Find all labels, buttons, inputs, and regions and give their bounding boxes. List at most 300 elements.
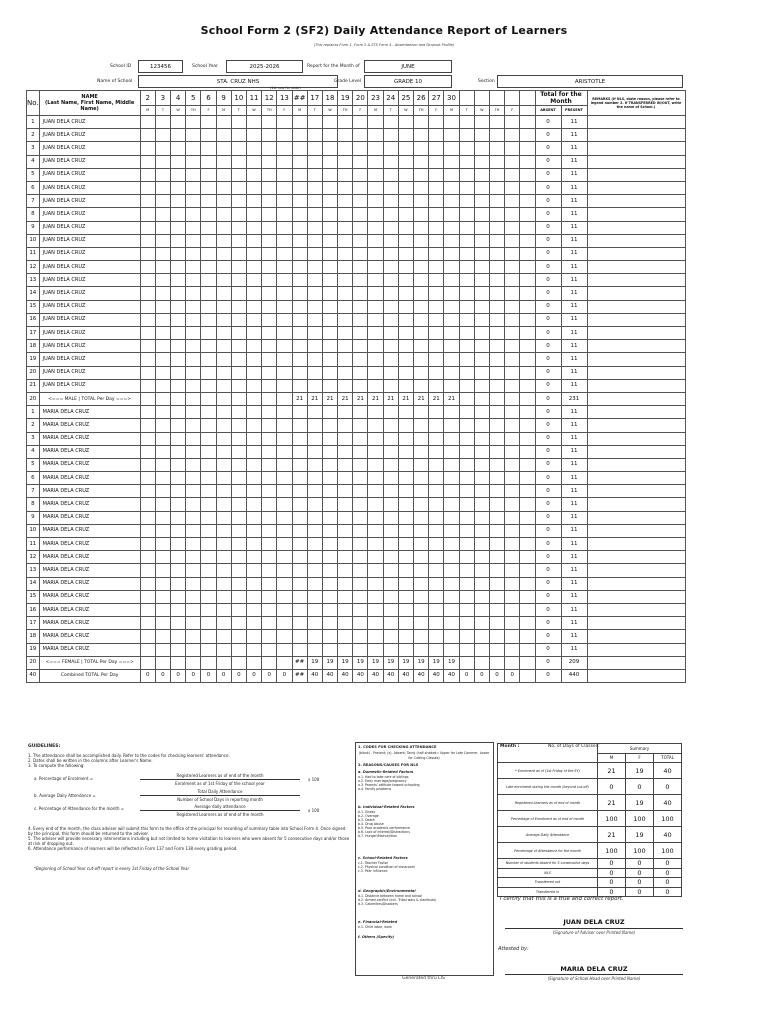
attendance-cell[interactable] [383, 432, 398, 445]
attendance-cell[interactable] [201, 458, 216, 471]
attendance-cell[interactable] [216, 524, 231, 537]
learner-name[interactable]: JUAN DELA CRUZ [39, 366, 140, 379]
attendance-cell[interactable] [414, 353, 429, 366]
attendance-cell[interactable] [140, 300, 155, 313]
remarks-cell[interactable] [587, 313, 685, 326]
remarks-cell[interactable] [587, 577, 685, 590]
attendance-cell[interactable] [277, 116, 292, 129]
attendance-cell[interactable] [201, 379, 216, 392]
attendance-cell[interactable] [307, 603, 322, 616]
attendance-cell[interactable] [338, 590, 353, 603]
attendance-cell[interactable] [246, 551, 261, 564]
attendance-cell[interactable] [520, 287, 535, 300]
attendance-cell[interactable] [246, 287, 261, 300]
attendance-cell[interactable] [277, 287, 292, 300]
attendance-cell[interactable] [398, 498, 413, 511]
attendance-cell[interactable] [216, 406, 231, 419]
attendance-cell[interactable] [155, 538, 170, 551]
attendance-cell[interactable] [277, 577, 292, 590]
attendance-cell[interactable] [459, 485, 474, 498]
learner-name[interactable]: JUAN DELA CRUZ [39, 208, 140, 221]
attendance-cell[interactable] [429, 564, 444, 577]
attendance-cell[interactable] [216, 129, 231, 142]
attendance-cell[interactable] [338, 472, 353, 485]
attendance-cell[interactable] [307, 340, 322, 353]
attendance-cell[interactable] [398, 221, 413, 234]
attendance-cell[interactable] [398, 379, 413, 392]
attendance-cell[interactable] [231, 551, 246, 564]
attendance-cell[interactable] [140, 524, 155, 537]
attendance-cell[interactable] [246, 590, 261, 603]
school-year-field[interactable]: 2025-2026 [226, 60, 303, 73]
attendance-cell[interactable] [474, 366, 489, 379]
attendance-cell[interactable] [444, 221, 459, 234]
attendance-cell[interactable] [398, 538, 413, 551]
attendance-cell[interactable] [429, 630, 444, 643]
attendance-cell[interactable] [429, 498, 444, 511]
learner-name[interactable]: MARIA DELA CRUZ [39, 617, 140, 630]
attendance-cell[interactable] [292, 419, 307, 432]
attendance-cell[interactable] [383, 406, 398, 419]
attendance-cell[interactable] [231, 406, 246, 419]
attendance-cell[interactable] [155, 498, 170, 511]
attendance-cell[interactable] [262, 630, 277, 643]
attendance-cell[interactable] [216, 617, 231, 630]
attendance-cell[interactable] [368, 432, 383, 445]
attendance-cell[interactable] [444, 116, 459, 129]
attendance-cell[interactable] [368, 366, 383, 379]
attendance-cell[interactable] [505, 432, 520, 445]
attendance-cell[interactable] [201, 524, 216, 537]
attendance-cell[interactable] [186, 366, 201, 379]
remarks-cell[interactable] [587, 300, 685, 313]
learner-name[interactable]: JUAN DELA CRUZ [39, 195, 140, 208]
attendance-cell[interactable] [322, 129, 337, 142]
attendance-cell[interactable] [520, 419, 535, 432]
attendance-cell[interactable] [489, 142, 504, 155]
attendance-cell[interactable] [292, 340, 307, 353]
attendance-cell[interactable] [383, 247, 398, 260]
attendance-cell[interactable] [201, 327, 216, 340]
attendance-cell[interactable] [140, 340, 155, 353]
attendance-cell[interactable] [201, 643, 216, 656]
attendance-cell[interactable] [262, 366, 277, 379]
attendance-cell[interactable] [338, 643, 353, 656]
attendance-cell[interactable] [231, 524, 246, 537]
attendance-cell[interactable] [353, 551, 368, 564]
attendance-cell[interactable] [201, 353, 216, 366]
attendance-cell[interactable] [231, 195, 246, 208]
attendance-cell[interactable] [474, 142, 489, 155]
attendance-cell[interactable] [307, 577, 322, 590]
attendance-cell[interactable] [292, 551, 307, 564]
learner-name[interactable]: JUAN DELA CRUZ [39, 129, 140, 142]
attendance-cell[interactable] [474, 195, 489, 208]
attendance-cell[interactable] [353, 379, 368, 392]
attendance-cell[interactable] [201, 511, 216, 524]
attendance-cell[interactable] [489, 379, 504, 392]
attendance-cell[interactable] [216, 419, 231, 432]
attendance-cell[interactable] [186, 419, 201, 432]
attendance-cell[interactable] [368, 524, 383, 537]
attendance-cell[interactable] [398, 511, 413, 524]
attendance-cell[interactable] [216, 353, 231, 366]
attendance-cell[interactable] [444, 498, 459, 511]
attendance-cell[interactable] [155, 353, 170, 366]
attendance-cell[interactable] [322, 419, 337, 432]
attendance-cell[interactable] [307, 168, 322, 181]
attendance-cell[interactable] [155, 564, 170, 577]
attendance-cell[interactable] [140, 221, 155, 234]
attendance-cell[interactable] [186, 538, 201, 551]
learner-name[interactable]: MARIA DELA CRUZ [39, 630, 140, 643]
attendance-cell[interactable] [171, 168, 186, 181]
remarks-cell[interactable] [587, 406, 685, 419]
attendance-cell[interactable] [292, 538, 307, 551]
attendance-cell[interactable] [429, 432, 444, 445]
attendance-cell[interactable] [383, 366, 398, 379]
attendance-cell[interactable] [262, 643, 277, 656]
attendance-cell[interactable] [171, 287, 186, 300]
attendance-cell[interactable] [231, 234, 246, 247]
attendance-cell[interactable] [398, 195, 413, 208]
attendance-cell[interactable] [398, 142, 413, 155]
attendance-cell[interactable] [338, 195, 353, 208]
attendance-cell[interactable] [140, 445, 155, 458]
attendance-cell[interactable] [383, 340, 398, 353]
attendance-cell[interactable] [216, 445, 231, 458]
attendance-cell[interactable] [246, 630, 261, 643]
attendance-cell[interactable] [444, 208, 459, 221]
attendance-cell[interactable] [353, 511, 368, 524]
attendance-cell[interactable] [201, 168, 216, 181]
attendance-cell[interactable] [307, 472, 322, 485]
attendance-cell[interactable] [338, 630, 353, 643]
learner-name[interactable]: JUAN DELA CRUZ [39, 247, 140, 260]
attendance-cell[interactable] [368, 577, 383, 590]
attendance-cell[interactable] [383, 300, 398, 313]
attendance-cell[interactable] [489, 287, 504, 300]
attendance-cell[interactable] [246, 234, 261, 247]
attendance-cell[interactable] [262, 129, 277, 142]
attendance-cell[interactable] [186, 445, 201, 458]
attendance-cell[interactable] [307, 432, 322, 445]
attendance-cell[interactable] [474, 590, 489, 603]
attendance-cell[interactable] [322, 617, 337, 630]
attendance-cell[interactable] [489, 538, 504, 551]
attendance-cell[interactable] [201, 617, 216, 630]
attendance-cell[interactable] [277, 603, 292, 616]
attendance-cell[interactable] [459, 538, 474, 551]
attendance-cell[interactable] [246, 419, 261, 432]
remarks-cell[interactable] [587, 590, 685, 603]
attendance-cell[interactable] [489, 630, 504, 643]
attendance-cell[interactable] [201, 577, 216, 590]
attendance-cell[interactable] [520, 498, 535, 511]
attendance-cell[interactable] [231, 630, 246, 643]
attendance-cell[interactable] [520, 116, 535, 129]
attendance-cell[interactable] [155, 366, 170, 379]
attendance-cell[interactable] [231, 472, 246, 485]
attendance-cell[interactable] [444, 195, 459, 208]
attendance-cell[interactable] [322, 247, 337, 260]
attendance-cell[interactable] [277, 327, 292, 340]
attendance-cell[interactable] [277, 551, 292, 564]
attendance-cell[interactable] [444, 432, 459, 445]
attendance-cell[interactable] [429, 538, 444, 551]
attendance-cell[interactable] [459, 300, 474, 313]
attendance-cell[interactable] [262, 195, 277, 208]
attendance-cell[interactable] [414, 129, 429, 142]
attendance-cell[interactable] [414, 617, 429, 630]
remarks-cell[interactable] [587, 485, 685, 498]
attendance-cell[interactable] [186, 168, 201, 181]
attendance-cell[interactable] [155, 551, 170, 564]
attendance-cell[interactable] [459, 445, 474, 458]
attendance-cell[interactable] [186, 590, 201, 603]
attendance-cell[interactable] [231, 617, 246, 630]
attendance-cell[interactable] [338, 129, 353, 142]
attendance-cell[interactable] [246, 603, 261, 616]
attendance-cell[interactable] [201, 445, 216, 458]
attendance-cell[interactable] [262, 155, 277, 168]
attendance-cell[interactable] [383, 524, 398, 537]
attendance-cell[interactable] [459, 564, 474, 577]
section-field[interactable]: ARISTOTLE [497, 75, 683, 88]
remarks-cell[interactable] [587, 432, 685, 445]
attendance-cell[interactable] [368, 379, 383, 392]
attendance-cell[interactable] [474, 168, 489, 181]
attendance-cell[interactable] [353, 142, 368, 155]
attendance-cell[interactable] [338, 432, 353, 445]
attendance-cell[interactable] [262, 577, 277, 590]
attendance-cell[interactable] [216, 485, 231, 498]
attendance-cell[interactable] [505, 261, 520, 274]
learner-name[interactable]: JUAN DELA CRUZ [39, 353, 140, 366]
attendance-cell[interactable] [489, 551, 504, 564]
attendance-cell[interactable] [246, 300, 261, 313]
month-field[interactable]: JUNE [364, 60, 452, 73]
attendance-cell[interactable] [444, 340, 459, 353]
attendance-cell[interactable] [292, 327, 307, 340]
attendance-cell[interactable] [520, 564, 535, 577]
attendance-cell[interactable] [474, 432, 489, 445]
attendance-cell[interactable] [155, 142, 170, 155]
attendance-cell[interactable] [186, 129, 201, 142]
attendance-cell[interactable] [231, 247, 246, 260]
attendance-cell[interactable] [292, 445, 307, 458]
attendance-cell[interactable] [505, 630, 520, 643]
remarks-cell[interactable] [587, 551, 685, 564]
attendance-cell[interactable] [292, 247, 307, 260]
attendance-cell[interactable] [277, 208, 292, 221]
attendance-cell[interactable] [383, 419, 398, 432]
attendance-cell[interactable] [505, 617, 520, 630]
attendance-cell[interactable] [246, 577, 261, 590]
attendance-cell[interactable] [201, 221, 216, 234]
attendance-cell[interactable] [444, 419, 459, 432]
attendance-cell[interactable] [459, 577, 474, 590]
attendance-cell[interactable] [216, 366, 231, 379]
attendance-cell[interactable] [474, 221, 489, 234]
attendance-cell[interactable] [353, 643, 368, 656]
attendance-cell[interactable] [353, 261, 368, 274]
attendance-cell[interactable] [186, 208, 201, 221]
remarks-cell[interactable] [587, 419, 685, 432]
attendance-cell[interactable] [429, 445, 444, 458]
attendance-cell[interactable] [368, 221, 383, 234]
attendance-cell[interactable] [398, 419, 413, 432]
attendance-cell[interactable] [368, 327, 383, 340]
learner-name[interactable]: MARIA DELA CRUZ [39, 419, 140, 432]
attendance-cell[interactable] [140, 261, 155, 274]
attendance-cell[interactable] [322, 353, 337, 366]
learner-name[interactable]: MARIA DELA CRUZ [39, 498, 140, 511]
learner-name[interactable]: JUAN DELA CRUZ [39, 379, 140, 392]
attendance-cell[interactable] [368, 617, 383, 630]
attendance-cell[interactable] [338, 551, 353, 564]
attendance-cell[interactable] [155, 116, 170, 129]
attendance-cell[interactable] [444, 406, 459, 419]
attendance-cell[interactable] [444, 366, 459, 379]
attendance-cell[interactable] [489, 181, 504, 194]
remarks-cell[interactable] [587, 287, 685, 300]
attendance-cell[interactable] [414, 340, 429, 353]
attendance-cell[interactable] [489, 327, 504, 340]
attendance-cell[interactable] [140, 327, 155, 340]
attendance-cell[interactable] [489, 643, 504, 656]
attendance-cell[interactable] [186, 353, 201, 366]
attendance-cell[interactable] [368, 538, 383, 551]
attendance-cell[interactable] [216, 327, 231, 340]
attendance-cell[interactable] [474, 630, 489, 643]
attendance-cell[interactable] [171, 327, 186, 340]
attendance-cell[interactable] [322, 538, 337, 551]
attendance-cell[interactable] [429, 472, 444, 485]
attendance-cell[interactable] [444, 247, 459, 260]
attendance-cell[interactable] [414, 419, 429, 432]
attendance-cell[interactable] [262, 142, 277, 155]
attendance-cell[interactable] [231, 327, 246, 340]
learner-name[interactable]: JUAN DELA CRUZ [39, 142, 140, 155]
attendance-cell[interactable] [353, 300, 368, 313]
attendance-cell[interactable] [307, 142, 322, 155]
remarks-cell[interactable] [587, 234, 685, 247]
attendance-cell[interactable] [186, 221, 201, 234]
attendance-cell[interactable] [155, 313, 170, 326]
attendance-cell[interactable] [398, 643, 413, 656]
attendance-cell[interactable] [307, 406, 322, 419]
attendance-cell[interactable] [231, 564, 246, 577]
attendance-cell[interactable] [216, 472, 231, 485]
attendance-cell[interactable] [383, 379, 398, 392]
attendance-cell[interactable] [429, 603, 444, 616]
attendance-cell[interactable] [353, 208, 368, 221]
attendance-cell[interactable] [322, 181, 337, 194]
attendance-cell[interactable] [444, 590, 459, 603]
attendance-cell[interactable] [277, 340, 292, 353]
attendance-cell[interactable] [322, 208, 337, 221]
attendance-cell[interactable] [414, 195, 429, 208]
attendance-cell[interactable] [262, 485, 277, 498]
attendance-cell[interactable] [231, 142, 246, 155]
attendance-cell[interactable] [505, 538, 520, 551]
attendance-cell[interactable] [292, 458, 307, 471]
attendance-cell[interactable] [155, 234, 170, 247]
learner-name[interactable]: MARIA DELA CRUZ [39, 577, 140, 590]
learner-name[interactable]: MARIA DELA CRUZ [39, 445, 140, 458]
attendance-cell[interactable] [171, 445, 186, 458]
attendance-cell[interactable] [520, 617, 535, 630]
attendance-cell[interactable] [338, 287, 353, 300]
attendance-cell[interactable] [489, 129, 504, 142]
attendance-cell[interactable] [383, 445, 398, 458]
attendance-cell[interactable] [474, 538, 489, 551]
attendance-cell[interactable] [231, 419, 246, 432]
attendance-cell[interactable] [353, 458, 368, 471]
attendance-cell[interactable] [338, 419, 353, 432]
attendance-cell[interactable] [231, 116, 246, 129]
attendance-cell[interactable] [489, 221, 504, 234]
attendance-cell[interactable] [368, 274, 383, 287]
attendance-cell[interactable] [489, 485, 504, 498]
attendance-cell[interactable] [292, 617, 307, 630]
attendance-cell[interactable] [201, 155, 216, 168]
attendance-cell[interactable] [231, 274, 246, 287]
attendance-cell[interactable] [474, 327, 489, 340]
learner-name[interactable]: JUAN DELA CRUZ [39, 116, 140, 129]
attendance-cell[interactable] [505, 274, 520, 287]
attendance-cell[interactable] [140, 590, 155, 603]
attendance-cell[interactable] [307, 221, 322, 234]
attendance-cell[interactable] [262, 406, 277, 419]
learner-name[interactable]: MARIA DELA CRUZ [39, 643, 140, 656]
attendance-cell[interactable] [414, 208, 429, 221]
attendance-cell[interactable] [489, 274, 504, 287]
attendance-cell[interactable] [322, 551, 337, 564]
attendance-cell[interactable] [459, 129, 474, 142]
remarks-cell[interactable] [587, 617, 685, 630]
attendance-cell[interactable] [216, 498, 231, 511]
attendance-cell[interactable] [338, 116, 353, 129]
attendance-cell[interactable] [489, 366, 504, 379]
attendance-cell[interactable] [353, 538, 368, 551]
attendance-cell[interactable] [505, 366, 520, 379]
attendance-cell[interactable] [140, 247, 155, 260]
attendance-cell[interactable] [398, 287, 413, 300]
remarks-cell[interactable] [587, 630, 685, 643]
attendance-cell[interactable] [459, 617, 474, 630]
attendance-cell[interactable] [186, 327, 201, 340]
attendance-cell[interactable] [216, 168, 231, 181]
attendance-cell[interactable] [520, 577, 535, 590]
attendance-cell[interactable] [520, 313, 535, 326]
attendance-cell[interactable] [246, 643, 261, 656]
attendance-cell[interactable] [414, 261, 429, 274]
attendance-cell[interactable] [262, 379, 277, 392]
attendance-cell[interactable] [186, 551, 201, 564]
attendance-cell[interactable] [398, 313, 413, 326]
attendance-cell[interactable] [338, 603, 353, 616]
attendance-cell[interactable] [140, 617, 155, 630]
attendance-cell[interactable] [489, 208, 504, 221]
attendance-cell[interactable] [383, 551, 398, 564]
attendance-cell[interactable] [322, 485, 337, 498]
attendance-cell[interactable] [414, 524, 429, 537]
remarks-cell[interactable] [587, 274, 685, 287]
attendance-cell[interactable] [489, 603, 504, 616]
attendance-cell[interactable] [368, 419, 383, 432]
